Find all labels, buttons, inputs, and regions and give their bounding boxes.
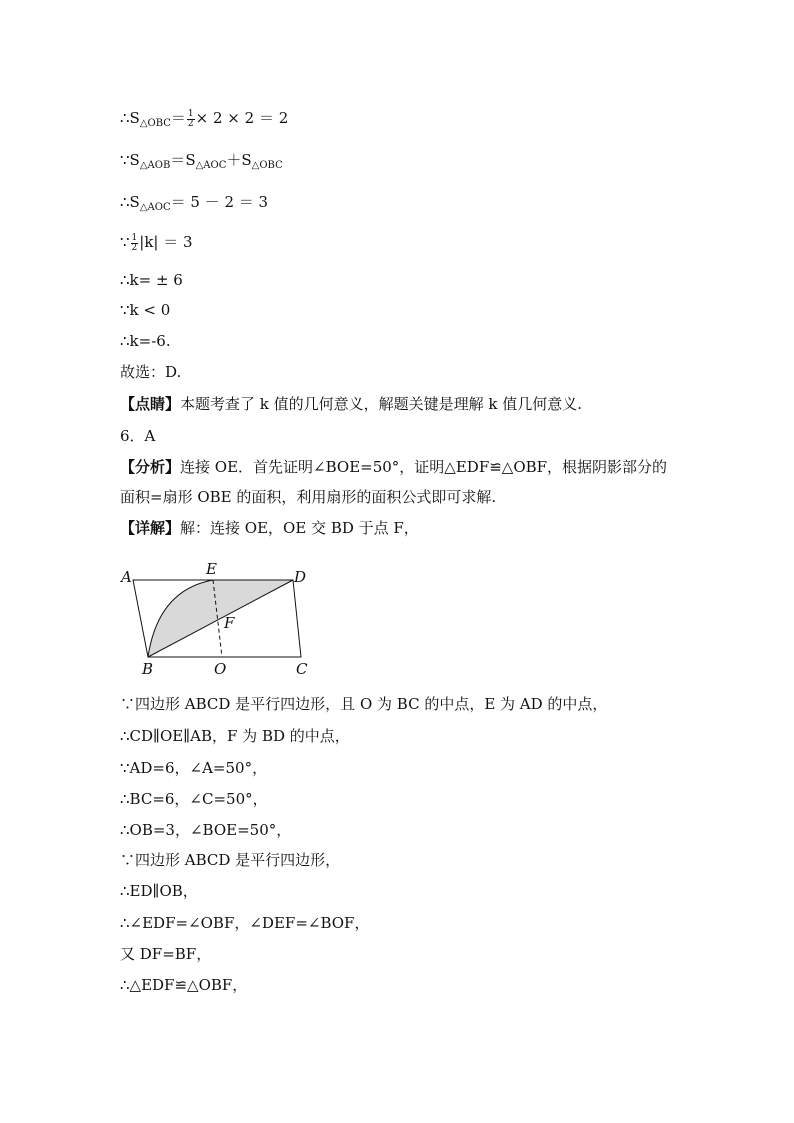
line-3: $\therefore S_{\triangle AOC}= 5 - 2 = 3$ [120, 193, 269, 213]
line-1: $\therefore S_{\triangle OBC}=$ $\frac{1}{2}$ × 2 × 2 ＝ 2 [120, 108, 289, 129]
line-6: ∵k < 0 [120, 301, 171, 319]
line-20: ∴ED∥OB， [120, 882, 198, 900]
label-b: B [142, 660, 154, 678]
line-4: ∵ $\frac{1}{2}$ |k| ＝ 3 [120, 232, 193, 253]
tag-dianjing: 【点睛】 [120, 395, 181, 413]
label-c: C [296, 660, 308, 678]
line-7: ∴k=-6. [120, 332, 171, 350]
fraction: $\frac{1}{2}$ [131, 232, 138, 253]
label-f: F [224, 614, 235, 632]
line-2: $\because S_{\triangle AOB}=S_{\triangle AOC}+S_{\triangle OBC}$ [120, 151, 283, 171]
label-o: O [214, 660, 227, 678]
line-22: 又 DF=BF， [120, 945, 212, 963]
line-16: ∵AD=6，∠A=50°， [120, 759, 268, 777]
line-12: 面积=扇形 OBE 的面积，利用扇形的面积公式即可求解. [120, 488, 497, 506]
line-18: ∴OB=3，∠BOE=50°， [120, 821, 292, 839]
line-19: ∵四边形 ABCD 是平行四边形， [120, 851, 341, 869]
parallelogram-figure [118, 560, 318, 680]
line-8: 故选：D. [120, 363, 182, 381]
line-17: ∴BC=6，∠C=50°， [120, 790, 268, 808]
line-11: 【分析】连接 OE．首先证明∠BOE=50°，证明△EDF≌△OBF，根据阴影部分的 [120, 458, 668, 476]
line-14: ∵四边形 ABCD 是平行四边形，且 O 为 BC 的中点，E 为 AD 的中点， [120, 695, 608, 713]
label-d: D [294, 568, 307, 586]
line-5: ∴k= ± 6 [120, 271, 183, 289]
fraction: $\frac{1}{2}$ [187, 108, 194, 129]
line-23: ∴△EDF≌△OBF， [120, 976, 248, 994]
line-13: 【详解】解：连接 OE，OE 交 BD 于点 F， [120, 519, 419, 537]
line-15: ∴CD∥OE∥AB，F 为 BD 的中点， [120, 727, 350, 745]
label-a: A [121, 568, 132, 586]
label-e: E [206, 560, 217, 578]
line-21: ∴∠EDF=∠OBF，∠DEF=∠BOF， [120, 914, 370, 932]
line-9: 【点睛】本题考查了 k 值的几何意义，解题关键是理解 k 值几何意义. [120, 395, 583, 413]
tag-fenxi: 【分析】 [120, 458, 181, 476]
tag-xiangjie: 【详解】 [120, 519, 181, 537]
line-10: 6．A [120, 427, 156, 445]
